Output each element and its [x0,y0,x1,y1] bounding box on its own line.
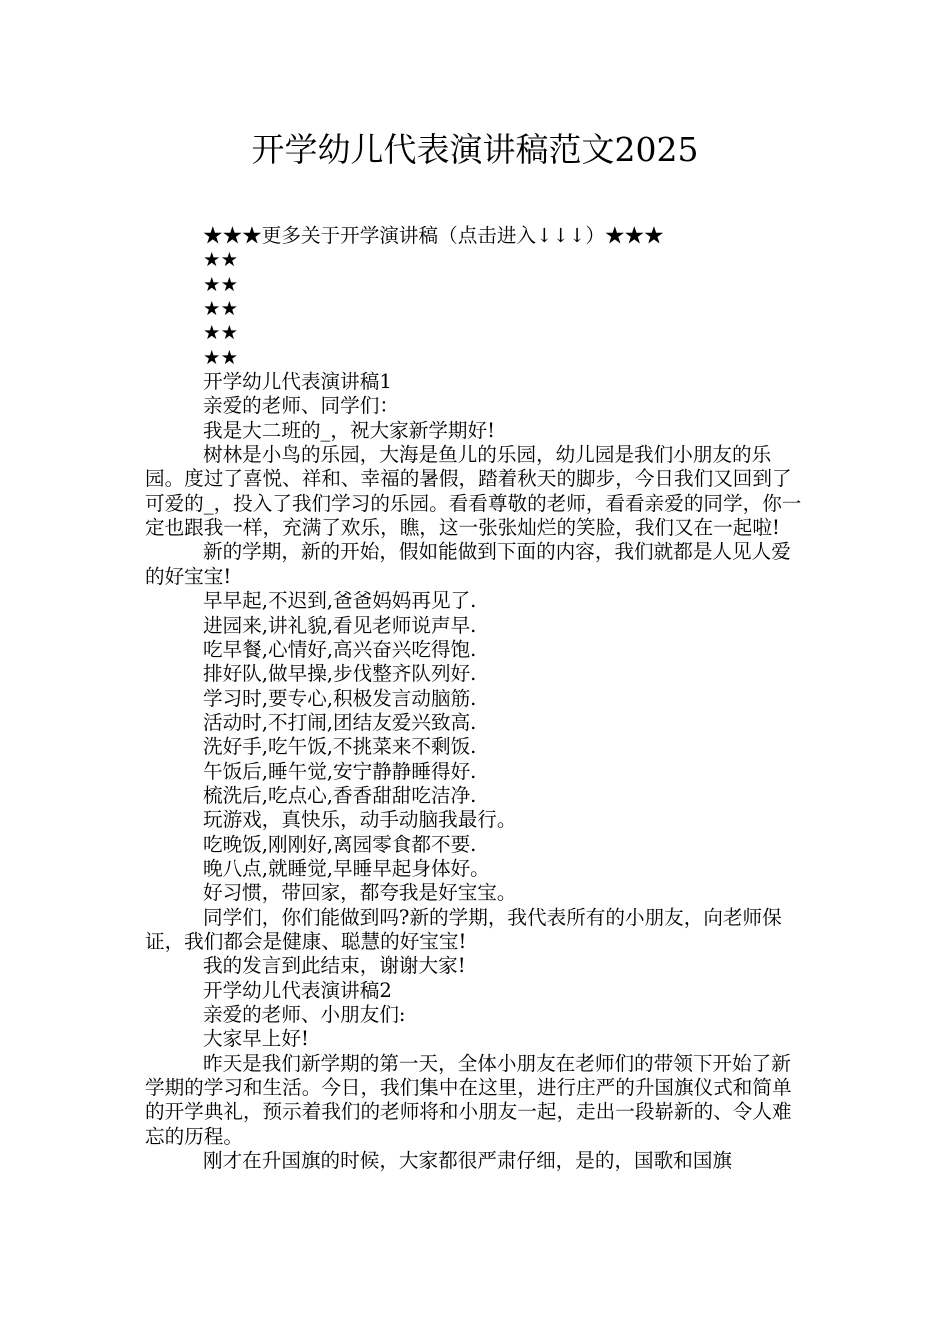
star-decoration: ★★ [203,297,239,321]
paragraph: 大家早上好! [203,1027,309,1051]
verse-line: 排好队,做早操,步伐整齐队列好. [203,662,477,686]
section-heading-speech-2: 开学幼儿代表演讲稿2 [203,978,392,1002]
salutation: 亲爱的老师、小朋友们: [203,1003,406,1026]
star-decoration: ★★ [203,345,239,369]
paragraph: 我是大二班的_，祝大家新学期好! [203,418,495,442]
document-title: 开学幼儿代表演讲稿范文2025 [251,130,699,169]
verse-line: 早早起,不迟到,爸爸妈妈再见了. [203,589,477,613]
paragraph: 树林是小鸟的乐园，大海是鱼儿的乐园，幼儿园是我们小朋友的乐园。度过了喜悦、祥和、幸福的暑假，踏着秋天的脚步，今日我们又回到了可爱的_，投入了我们学习的乐园。看看尊敬的老师，看看亲爱的同学，你一定也跟我一样，充满了欢乐，瞧，这一张张灿烂的笑脸，我们又在一起啦! [145,443,802,540]
verse-line: 玩游戏，真快乐，动手动脑我最行。 [203,808,517,832]
document-body [145,224,807,1173]
verse-line: 吃晚饭,刚刚好,离园零食都不要. [203,832,477,856]
verse-line: 活动时,不打闹,团结友爱兴致高. [203,710,477,734]
paragraph: 我的发言到此结束，谢谢大家! [203,954,466,978]
star-decoration: ★★ [203,272,239,296]
more-speeches-link[interactable]: ★★★更多关于开学演讲稿（点击进入↓↓↓）★★★ [203,224,664,247]
verse-line: 学习时,要专心,积极发言动脑筋. [203,686,477,710]
verse-line: 进园来,讲礼貌,看见老师说声早. [203,613,477,637]
paragraph: 刚才在升国旗的时候，大家都很严肃仔细，是的，国歌和国旗 [203,1149,733,1173]
verse-line: 午饭后,睡午觉,安宁静静睡得好. [203,759,477,783]
paragraph: 同学们，你们能做到吗?新的学期，我代表所有的小朋友，向老师保证，我们都会是健康、聪慧的好宝宝! [145,905,782,953]
paragraph: 昨天是我们新学期的第一天，全体小朋友在老师们的带领下开始了新学期的学习和生活。今日，我们集中在这里，进行庄严的升国旗仪式和简单的开学典礼，预示着我们的老师将和小朋友一起，走出一段崭新的、令人难忘的历程。 [145,1051,792,1148]
verse-line: 吃早餐,心情好,高兴奋兴吃得饱. [203,637,477,661]
star-decoration: ★★ [203,321,239,345]
star-decoration: ★★ [203,248,239,272]
verse-line: 晚八点,就睡觉,早睡早起身体好。 [203,856,490,880]
verse-line: 洗好手,吃午饭,不挑菜来不剩饭. [203,735,477,759]
paragraph: 新的学期，新的开始，假如能做到下面的内容，我们就都是人见人爱的好宝宝! [145,540,791,588]
salutation: 亲爱的老师、同学们： [203,394,399,418]
verse-line: 梳洗后,吃点心,香香甜甜吃洁净. [203,783,477,807]
section-heading-speech-1: 开学幼儿代表演讲稿1 [203,370,392,394]
verse-line: 好习惯，带回家，都夸我是好宝宝。 [203,881,517,905]
